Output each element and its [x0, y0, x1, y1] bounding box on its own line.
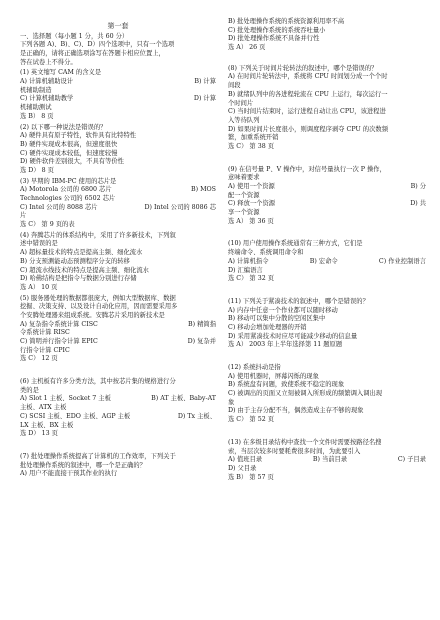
question-text: 终端命令、系统调用命令和 — [228, 249, 304, 257]
option-row — [20, 470, 216, 479]
question-block — [20, 295, 216, 365]
answer-text: 选 A） 10 页 — [20, 283, 58, 291]
question-block — [20, 453, 216, 479]
question-text: C) 移动会增加处理器的开销 — [228, 323, 307, 331]
option-text: D) Tx 主板、 — [177, 412, 216, 420]
option-text: A) 使用一个资源 — [228, 183, 275, 190]
option-text: 享一个资源 — [228, 209, 260, 217]
option-row — [20, 104, 216, 113]
option-text: D) Intel 公司的 8086 芯 — [144, 203, 216, 211]
option-row — [20, 141, 216, 150]
option-row — [20, 338, 216, 347]
option-text: 机辅助制造 — [20, 86, 52, 94]
option-row — [20, 158, 216, 167]
option-text: A) 计算机辅助设计 — [20, 78, 74, 86]
question-block — [20, 378, 216, 439]
option-text: C) 释放一个资源 — [228, 200, 276, 208]
question-text: C) 当时间片结束时，运行进程自动让出 CPU，该进程进 — [228, 108, 386, 116]
option-text: 机辅助测试 — [20, 104, 52, 112]
option-text: D) 计算 — [193, 95, 216, 103]
option-row — [20, 275, 216, 284]
option-text: LX 主板、BX 主板 — [20, 421, 74, 429]
answer-text: 选 C） 第 52 页 — [228, 416, 275, 424]
question-text: (12) 系统抖动是指 — [228, 364, 281, 371]
question-block — [228, 166, 426, 227]
question-text: A) 内存中任意一个作业都可以随时移动 — [228, 306, 338, 314]
question-text: C) 被调出的页面又立刻被调入所形成的频繁调入调出现 — [228, 390, 383, 398]
option-row — [228, 456, 426, 465]
option-row — [20, 78, 216, 87]
option-text: A) 超标量技术的特点是提高主频、细化流水 — [20, 249, 143, 257]
option-text: A) 复杂指令系统计算 CISC — [20, 320, 98, 328]
option-row — [20, 204, 216, 213]
question-text: B) 就绪队列中的各进程轮流在 CPU 上运行，每次运行一 — [228, 90, 388, 98]
option-text: B) AT 主板、Baby-AT — [151, 395, 216, 403]
option-text: B) 分 — [410, 183, 426, 190]
question-block — [228, 364, 426, 425]
question-block — [228, 65, 426, 152]
option-text: D) 汇编语言 — [228, 266, 263, 274]
answer-text: 选 C） 第 38 页 — [228, 142, 275, 150]
option-row — [20, 186, 216, 195]
option-row — [228, 18, 426, 27]
section-heading: 一、选择题（每小题 1 分，共 60 分） — [20, 32, 129, 40]
option-text: D) 共 — [410, 200, 426, 208]
option-text: B) 批处理操作系统的系统资源利用率不高 — [228, 18, 345, 25]
option-row — [228, 267, 426, 276]
question-text: (10) 用户使用操作系统通常有三种方式，它们是 — [228, 240, 363, 248]
question-block — [228, 240, 426, 283]
option-row — [20, 258, 216, 267]
option-text: C) SCSI 主板、EDO 主板、AGP 主板 — [20, 412, 131, 420]
option-row — [20, 404, 216, 413]
question-block — [228, 298, 426, 350]
question-text: 索，当层次较多时要耗费很多时间，为此要引入 — [228, 447, 361, 455]
question-text: D) 如果时间片长度很小，则调度程序剥夺 CPU 的次数频 — [228, 125, 388, 133]
question-text: (7) 批处理操作系统提高了计算机的工作效率，下列关于 — [20, 452, 176, 460]
option-text: C) 简明并行指令计算 EPIC — [20, 338, 98, 346]
option-row — [228, 209, 426, 218]
option-text: B) 计算 — [194, 78, 216, 86]
question-block — [20, 178, 216, 230]
answer-text: 选 C） 第 32 页 — [228, 275, 275, 283]
option-text: D) 硬件软件差别很大，不具有等价性 — [20, 158, 124, 166]
page-title: 第一套 — [107, 22, 129, 30]
instruction-line: 是正确的，请将正确选项涂写在答题卡相应位置上， — [20, 50, 165, 58]
option-text: Technologies 公司的 6502 芯片 — [20, 195, 116, 203]
question-text: B) 系统盘有问题，致使系统不稳定的现象 — [228, 381, 345, 389]
option-row — [228, 183, 426, 192]
option-text: A) 用户不能直接干预其作业的执行 — [20, 470, 118, 478]
answer-text: 选 D） 8 页 — [20, 166, 54, 174]
question-text: 象 — [228, 398, 235, 406]
right-column — [228, 18, 426, 482]
answer-text: 选 D） 13 页 — [20, 430, 58, 438]
option-text: B) 硬件实现成本很高，但速度很快 — [20, 140, 118, 148]
option-text: A) 值班目录 — [228, 456, 263, 464]
question-text: 述中错误的是 — [20, 240, 58, 248]
question-block — [20, 124, 216, 176]
option-text: C) 超流水线技术的特点是提高主频、细化流水 — [20, 266, 149, 274]
answer-text: 选 A） 2003 年上半年选择第 11 题原题 — [228, 341, 343, 349]
option-text: B) MOS — [190, 186, 216, 194]
answer-text: 选 B） 第 57 页 — [228, 473, 274, 481]
answer-text: 选 A） 第 36 页 — [228, 217, 274, 225]
answer-text: 选 B） 8 页 — [20, 112, 54, 120]
question-block — [228, 439, 426, 482]
option-row — [20, 329, 216, 338]
option-row — [20, 95, 216, 104]
question-text: (1) 英文缩写 CAM 的含义是 — [20, 69, 102, 77]
option-text: A) Motorola 公司的 6800 芯片 — [20, 186, 112, 194]
question-text: (8) 下列关于时间片轮转法的叙述中，哪个是错误的？ — [228, 64, 378, 72]
option-text: D) 复杂并 — [187, 338, 216, 346]
option-text: B) 当前目录 — [312, 456, 348, 464]
question-text: (5) 服务器处理的数据都很庞大，例如大型数据库、数据 — [20, 294, 176, 302]
option-text: D) 父目录 — [228, 464, 257, 472]
option-row — [228, 465, 426, 474]
option-row — [228, 200, 426, 209]
question-text: (2) 以下哪一种说法是错误的？ — [20, 123, 107, 131]
option-text: D) 哈佛结构是把指令与数据分别进行存储 — [20, 275, 137, 283]
option-text: A) Slot 1 主板、Socket 7 主板 — [20, 395, 111, 403]
question-text: 类的是 — [20, 386, 39, 394]
question-text: 间段 — [228, 82, 241, 90]
answer-text: 选 C） 第 9 页的表 — [20, 221, 75, 229]
answer-text: 选 A） 26 页 — [228, 44, 266, 52]
question-text: A) 使用机器时，屏幕闪烁的现象 — [228, 372, 319, 380]
question-text: (4) 奔腾芯片的体系结构中，采用了许多新技术，下列叙 — [20, 231, 176, 239]
question-text: 个安腾处理器来组成系统。安腾芯片采用的新技术是 — [20, 311, 165, 319]
answer-text: 选 C） 12 页 — [20, 355, 58, 363]
option-text: C) 批处理操作系统的系统吞吐量小 — [228, 26, 326, 34]
option-text: C) 作业控制语言 — [378, 257, 426, 265]
option-text: B) 宏命令 — [309, 257, 338, 265]
question-text: 意味着要求 — [228, 174, 260, 182]
option-text: C) 硬件实现成本较低，但速度较慢 — [20, 149, 118, 157]
question-text: 繁，加重系统开销 — [228, 134, 279, 142]
question-block — [20, 69, 216, 121]
option-text: B) 分支预测能动态预测程序分支的转移 — [20, 257, 130, 265]
question-text: 个时间片 — [228, 99, 254, 107]
question-text: 挖掘、决策支持、以及设计自动化应用，因而需要采用多 — [20, 303, 178, 311]
question-text: (11) 下列关于紧凑技术的叙述中，哪个是错误的？ — [228, 297, 369, 305]
option-row — [20, 413, 216, 422]
left-question-list — [20, 69, 216, 479]
right-question-list — [228, 18, 426, 482]
instruction-line: 下列各题 A)、B)、C)、D）四个选项中，只有一个选项 — [20, 41, 175, 49]
question-text: 入等待队列 — [228, 116, 260, 124]
question-text: A) 在时间片轮转法中，系统将 CPU 时间划分成一个个时 — [228, 73, 388, 81]
question-text: (9) 在信号量 P、V 操作中，对信号量执行一次 P 操作， — [228, 165, 386, 173]
option-text: 片 — [20, 212, 27, 220]
question-text: D) 采用紧凑技术时应尽可能减少移动的信息量 — [228, 332, 358, 340]
option-text: 行指令计算 CPIC — [20, 346, 70, 354]
option-text: C) 子目录 — [397, 456, 426, 464]
option-row — [228, 35, 426, 44]
option-text: B) 精简指 — [188, 320, 216, 328]
option-row — [20, 212, 216, 221]
question-text: (6) 主机板有许多分类方法，其中按芯片集的规格进行分 — [20, 378, 176, 386]
question-text: (3) 早期的 IBM-PC 使用的芯片是 — [20, 177, 117, 185]
option-row — [20, 132, 216, 141]
question-text: D) 由于主存分配不当，偶然造成主存不够的现象 — [228, 407, 364, 415]
option-row — [20, 395, 216, 404]
question-text: (13) 在多级目录结构中查找一个文件时需要按路径名搜 — [228, 438, 382, 446]
option-text: C) 计算机辅助教学 — [20, 95, 74, 103]
instruction-line: 答在试卷上不得分。 — [20, 58, 77, 66]
option-row — [228, 258, 426, 267]
option-row — [20, 267, 216, 276]
question-block — [20, 232, 216, 293]
option-text: D) 批处理操作系统不具备并行性 — [228, 35, 320, 43]
option-text: 配一个资源 — [228, 191, 260, 199]
question-text: B) 移动可以集中分散的空闲区集中 — [228, 315, 326, 323]
question-text: 批处理操作系统的叙述中，哪一个是正确的？ — [20, 461, 146, 469]
option-text: 令系统计算 RISC — [20, 329, 70, 337]
left-column — [20, 22, 216, 479]
option-row — [20, 150, 216, 159]
option-text: A) 计算机指令 — [228, 257, 269, 265]
option-row — [20, 195, 216, 204]
option-text: A) 硬件具有原子特性，软件具有比特特性 — [20, 132, 137, 140]
option-row — [20, 422, 216, 431]
option-text: 主板、ATX 主板 — [20, 404, 67, 412]
question-block — [228, 18, 426, 53]
option-text: C) Intel 公司的 8088 芯片 — [20, 203, 98, 211]
option-row — [20, 249, 216, 258]
